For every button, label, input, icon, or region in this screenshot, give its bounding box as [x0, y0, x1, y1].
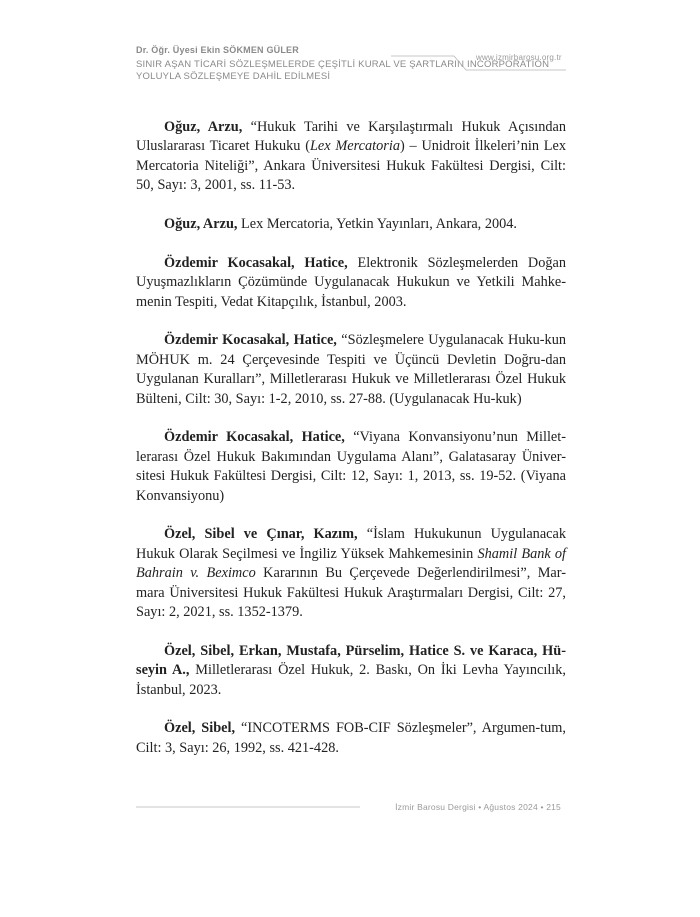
reference-author: Özdemir Kocasakal, Hatice,	[164, 429, 345, 446]
reference-author: Oğuz, Arzu,	[164, 119, 243, 135]
reference-entry	[136, 525, 566, 622]
reference-text: ) – Unidroit İlkeleri’nin Lex Mercatoria Niteliği”, Ankara Üniversitesi Hukuk Fakültesi Dergisi, Cilt: 50, Sayı: 3, 2001, ss. 11-53.	[136, 138, 566, 194]
page-number: 215	[546, 802, 561, 812]
reference-author: Özdemir Kocasakal, Hatice,	[164, 332, 337, 349]
reference-author: Oğuz, Arzu,	[164, 216, 238, 233]
bibliography-list	[136, 118, 566, 778]
reference-italic-text: Shamil Bank of Bahrain v. Beximco	[136, 545, 567, 582]
running-header	[136, 45, 566, 83]
reference-entry	[136, 642, 566, 700]
footer-separator: •	[540, 802, 544, 812]
reference-entry	[136, 719, 566, 758]
reference-entry	[136, 428, 566, 506]
reference-author: Özel, Sibel,	[164, 720, 236, 737]
reference-text: Elektronik Sözleşmelerden Doğan Uyuşmazlıkların Çözümünde Uygulanacak Hukukun ve Yetkili Mahke-menin Tespiti, Vedat Kitapçılık, İstanbul, 2003.	[136, 254, 566, 310]
header-author: Dr. Öğr. Üyesi Ekin SÖKMEN GÜLER	[136, 45, 299, 55]
footer-separator: •	[478, 802, 482, 812]
reference-italic-text: Lex Mercatoria	[309, 138, 400, 155]
reference-text: “INCOTERMS FOB-CIF Sözleşmeler”, Argumen-tum, Cilt: 3, Sayı: 26, 1992, ss. 421-428.	[136, 720, 566, 756]
reference-text: “İslam Hukukunun Uygulanacak Hukuk Olarak Seçilmesi ve İngiliz Yüksek Mahkemesinin	[136, 526, 567, 562]
reference-entry	[136, 331, 566, 409]
reference-entry	[136, 118, 566, 196]
reference-author: Özdemir Kocasakal, Hatice,	[164, 254, 348, 271]
header-article-title: SINIR AŞAN TİCARİ SÖZLEŞMELERDE ÇEŞİTLİ KURAL VE ŞARTLARIN INCORPORATION YOLUYLA SÖZLEŞMEYE DAHİL EDİLMESİ	[136, 59, 550, 82]
reference-text: “Viyana Konvansiyonu’nun Millet-lerarası Özel Hukuk Bakımından Uygulama Alanı”, Galatasaray Üniver-sitesi Hukuk Fakültesi Dergisi, Cilt: 12, Sayı: 1, 2013, ss. 19-52. (Viyana Konvansiyonu)	[136, 429, 566, 504]
reference-text: Milletlerarası Özel Hukuk, 2. Baskı, On İki Levha Yayıncılık, İstanbul, 2023.	[136, 662, 566, 698]
header-site-url: www.izmirbarosu.org.tr	[476, 53, 562, 62]
reference-text: “Sözleşmelere Uygulanacak Huku-kun MÖHUK m. 24 Çerçevesinde Tespiti ve Üçüncü Devletin Doğru-dan Uygulanan Kuralları”, Milletlerarası Hukuk ve Milletlerarası Özel Hukuk Bülteni, Cilt: 30, Sayı: 1-2, 2010, ss. 27-88. (Uygulanacak Hu-kuk)	[136, 332, 566, 407]
footer-journal: İzmir Barosu Dergisi	[395, 802, 476, 812]
reference-author: Özel, Sibel, Erkan, Mustafa, Pürselim, Hatice S. ve Karaca, Hü-seyin A.,	[136, 642, 566, 679]
reference-entry	[136, 254, 566, 312]
reference-text: Lex Mercatoria, Yetkin Yayınları, Ankara, 2004.	[237, 216, 518, 233]
reference-text: “Hukuk Tarihi ve Karşılaştırmalı Hukuk Açısından Uluslararası Ticaret Hukuku (	[136, 119, 566, 155]
page-footer	[395, 802, 561, 812]
reference-entry	[136, 215, 566, 234]
reference-author: Özel, Sibel ve Çınar, Kazım,	[164, 526, 358, 543]
reference-text: Kararının Bu Çerçevede Değerlendirilmesi”, Mar-mara Üniversitesi Hukuk Fakültesi Hukuk Araştırmaları Dergisi, Cilt: 27, Sayı: 2, 2021, ss. 1352-1379.	[136, 565, 566, 621]
footer-date: Ağustos 2024	[483, 802, 538, 812]
